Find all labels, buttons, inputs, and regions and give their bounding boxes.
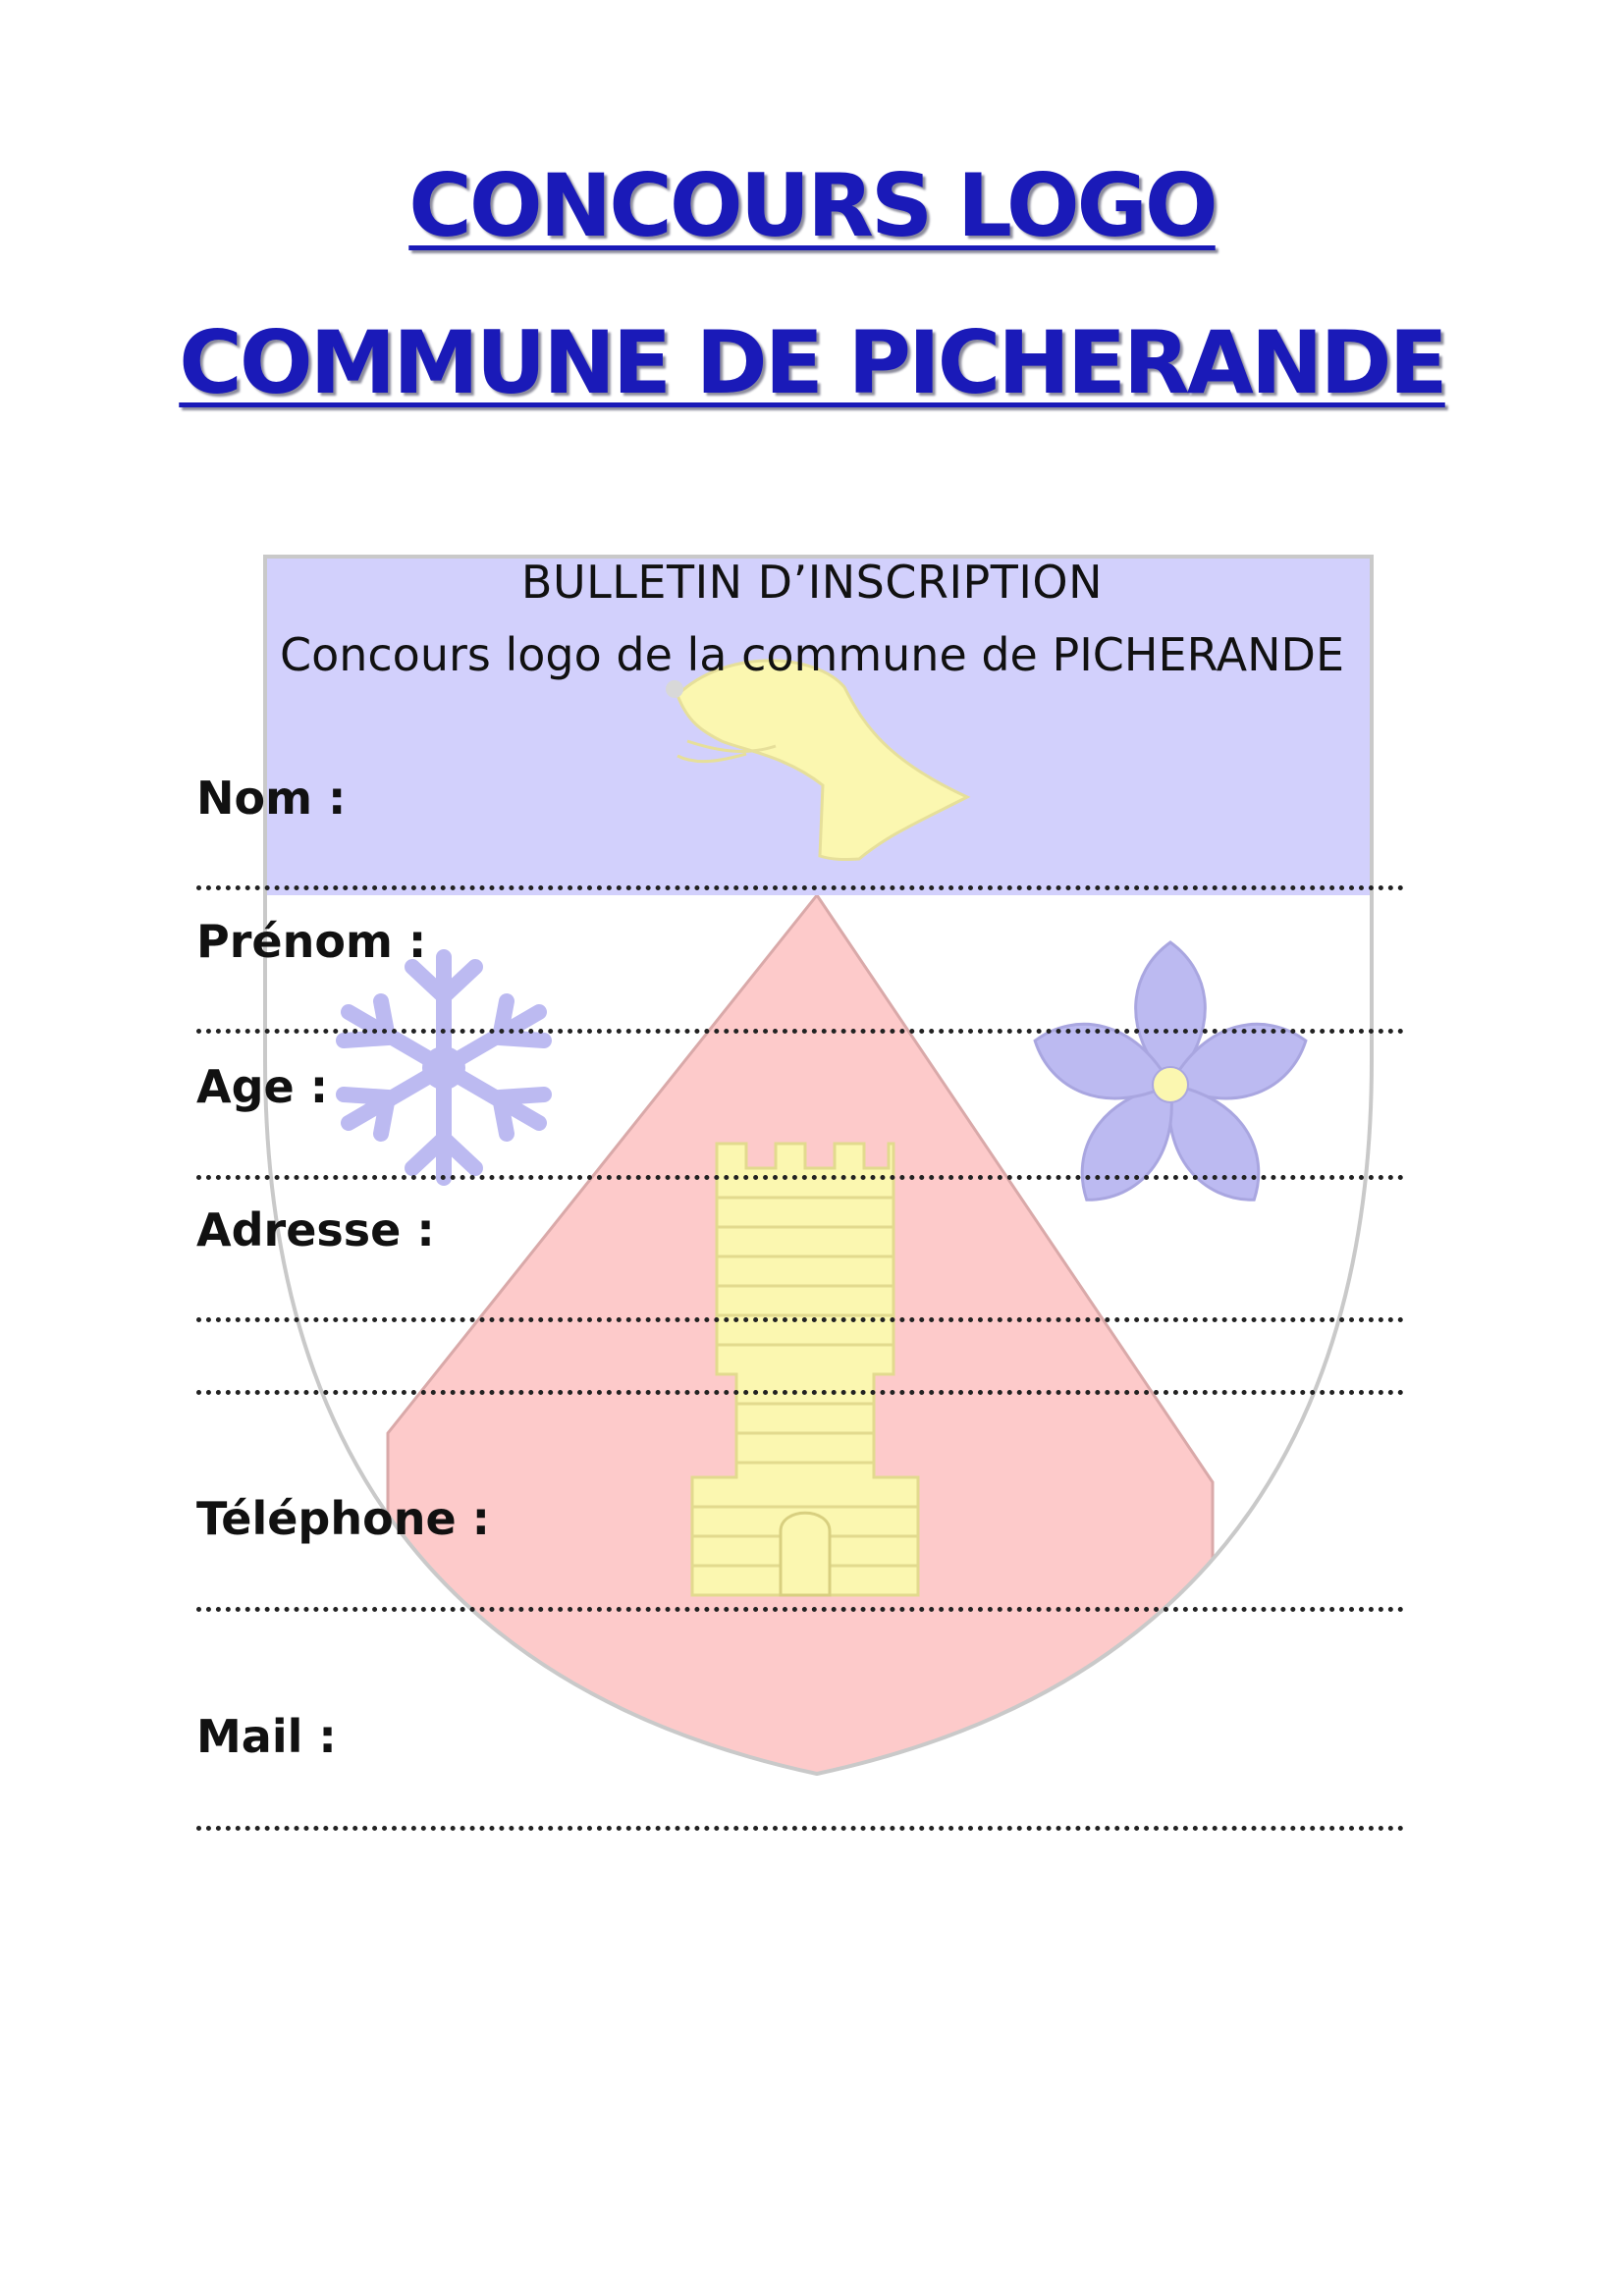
bulletin-subheading: Concours logo de la commune de PICHERANDE — [279, 628, 1345, 681]
bulletin-heading: BULLETIN D’INSCRIPTION — [520, 556, 1104, 609]
field-label-prenom: Prénom : — [196, 915, 427, 968]
title-concours-logo: CONCOURS LOGO — [408, 155, 1216, 256]
title-commune: COMMUNE DE PICHERANDE — [179, 312, 1445, 413]
dotted-line-age[interactable] — [196, 1175, 1404, 1180]
field-label-age: Age : — [196, 1060, 329, 1113]
dotted-line-nom[interactable] — [196, 885, 1404, 890]
dotted-line-mail[interactable] — [196, 1826, 1404, 1831]
dotted-line-telephone[interactable] — [196, 1607, 1404, 1612]
field-label-nom: Nom : — [196, 772, 347, 825]
dotted-line-prenom[interactable] — [196, 1029, 1404, 1034]
field-label-adresse: Adresse : — [196, 1203, 435, 1256]
tower-icon — [692, 1144, 918, 1595]
field-label-mail: Mail : — [196, 1710, 337, 1763]
dotted-line-adresse-1[interactable] — [196, 1317, 1404, 1322]
field-label-telephone: Téléphone : — [196, 1492, 491, 1545]
dotted-line-adresse-2[interactable] — [196, 1390, 1404, 1395]
